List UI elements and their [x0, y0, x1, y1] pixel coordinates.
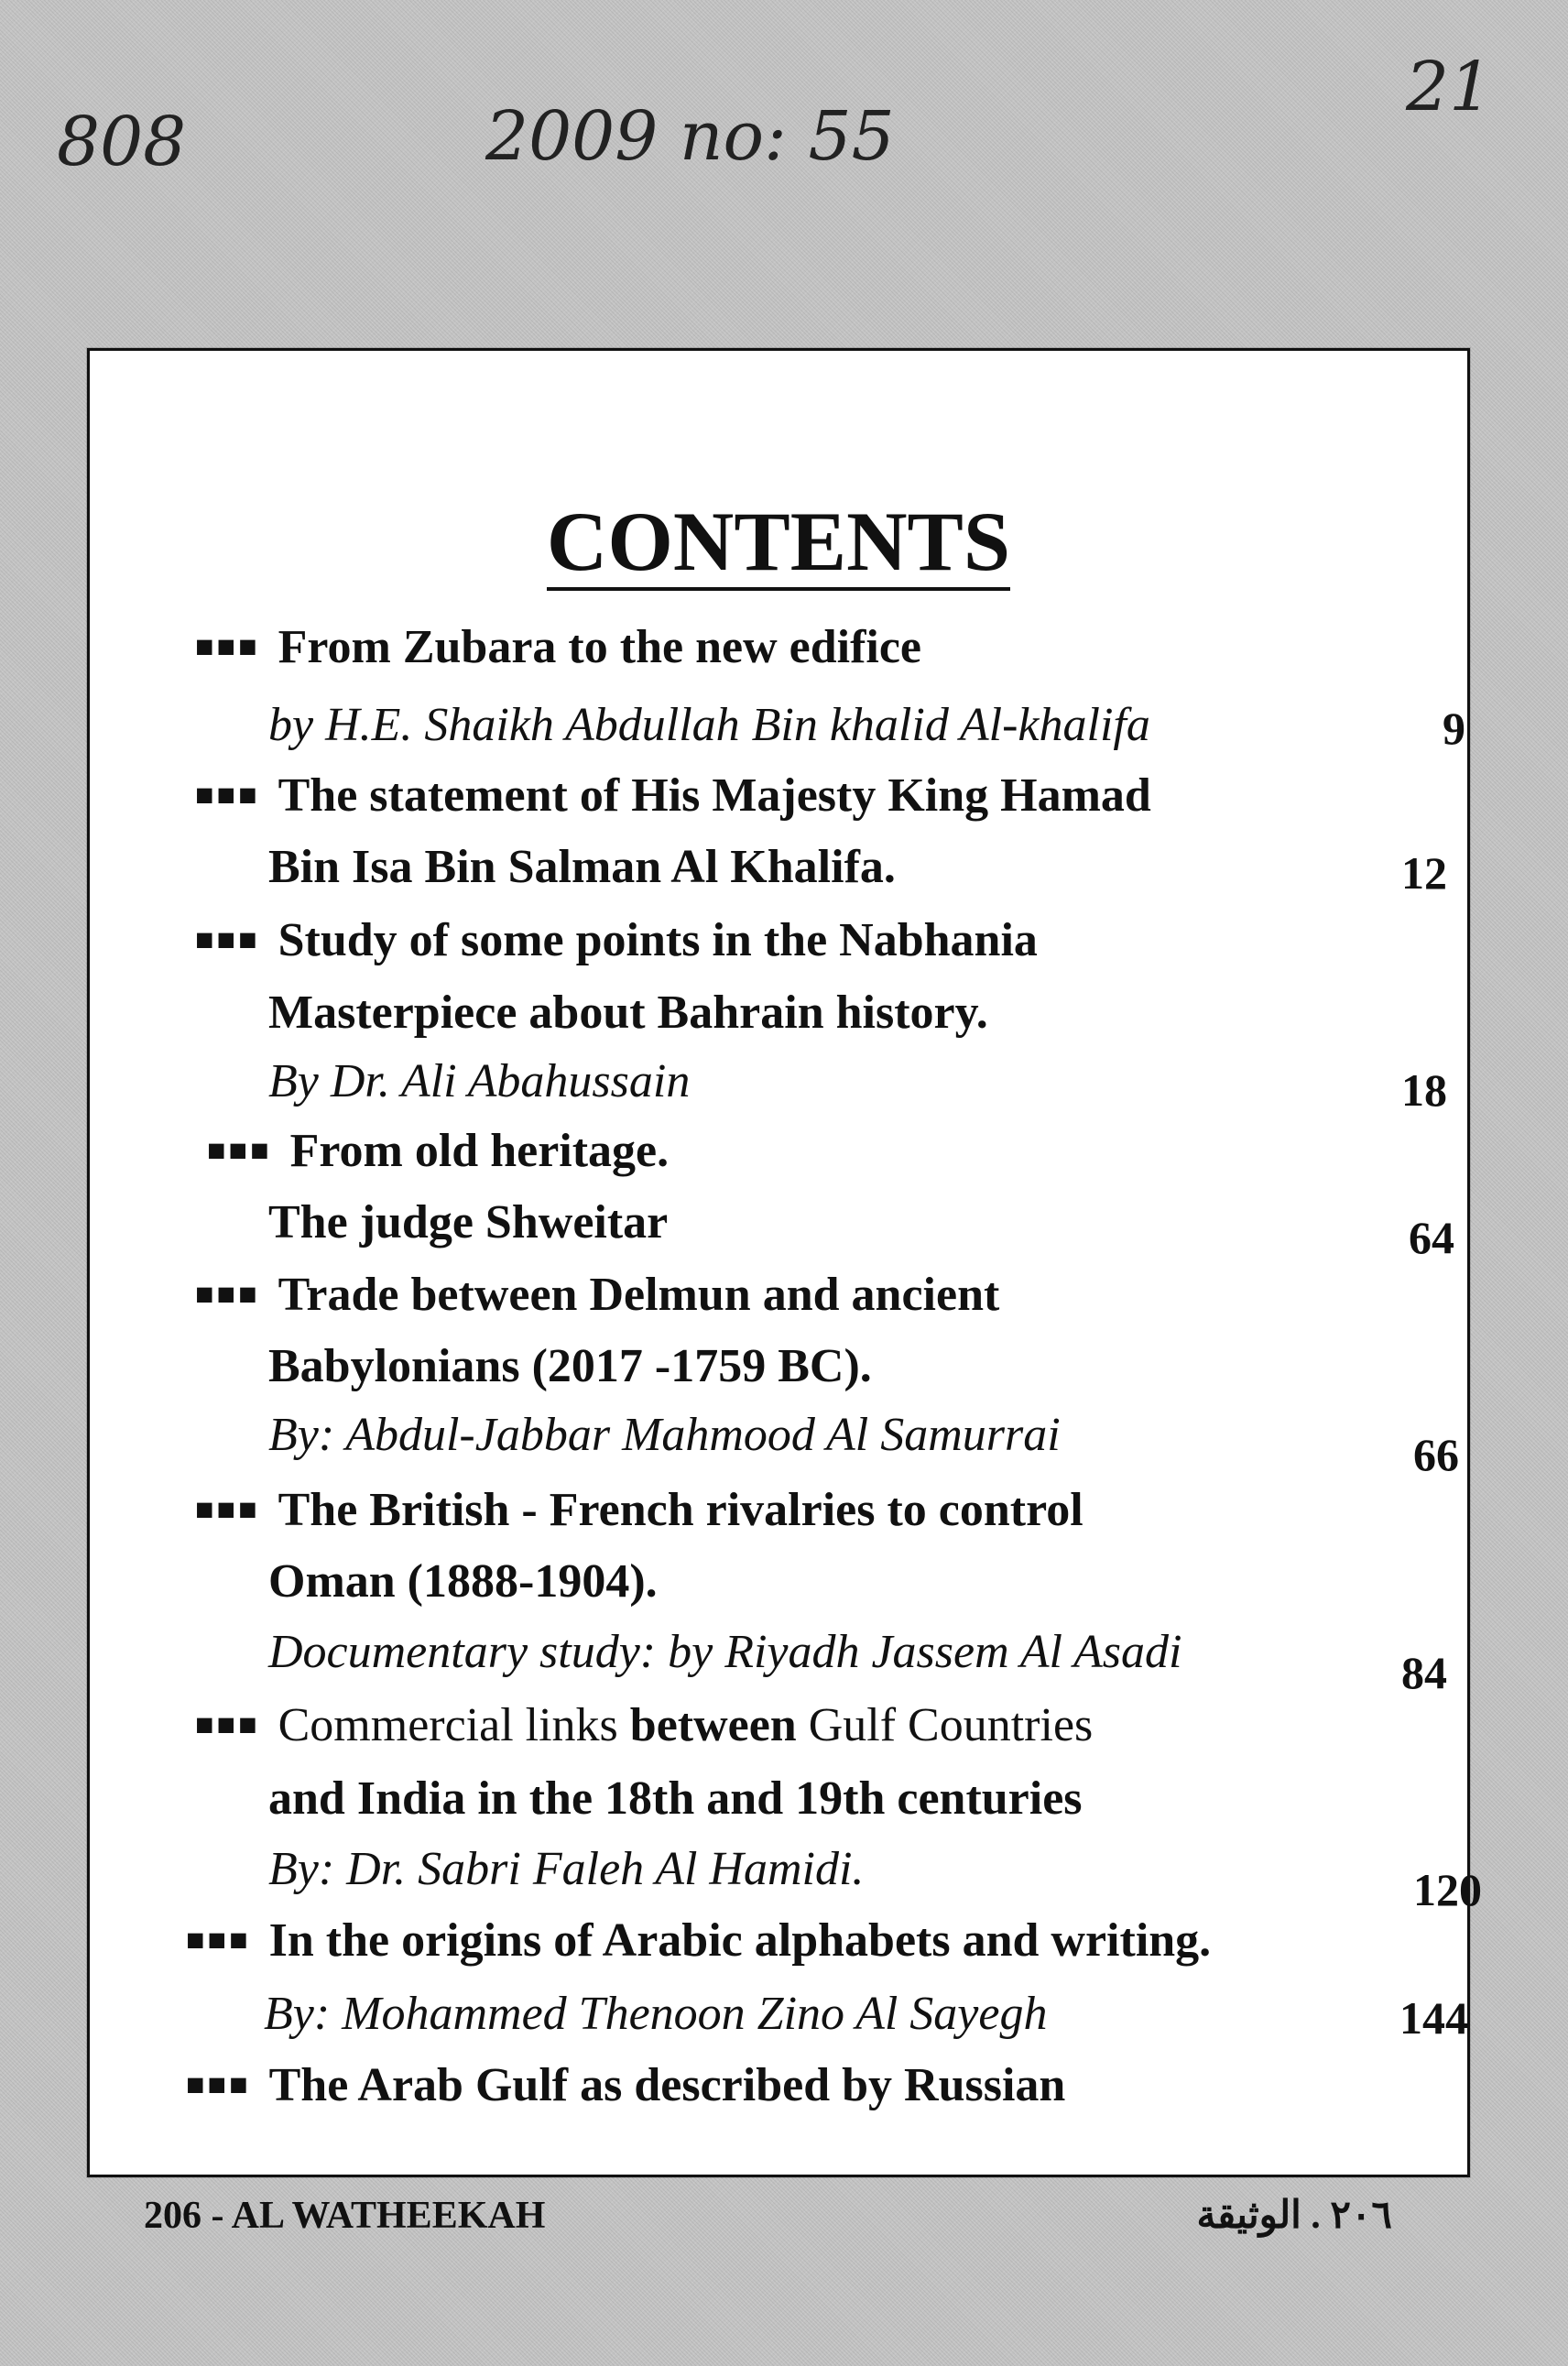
toc-entry-4-title-line2: The judge Shweitar [268, 1196, 669, 1248]
handwritten-note-right: 21 [1406, 48, 1493, 126]
bullet-marker: ■■■ [207, 1134, 272, 1168]
toc-entry-2-title-line2: Bin Isa Bin Salman Al Khalifa. [268, 841, 896, 893]
bullet-marker: ■■■ [195, 1708, 260, 1742]
toc-entry-3-byline: By Dr. Ali Abahussain [268, 1055, 691, 1107]
toc-entry-5-byline: By: Abdul-Jabbar Mahmood Al Samurrai [268, 1409, 1061, 1461]
toc-entry-5-page: 66 [1413, 1429, 1459, 1480]
toc-entry-1-byline: by H.E. Shaikh Abdullah Bin khalid Al-khalifa [268, 699, 1150, 751]
toc-entry-1-title[interactable]: ■■■ From Zubara to the new edifice [195, 621, 921, 673]
footer-arabic-label: ٢٠٦ . الوثيقة [1196, 2195, 1392, 2237]
toc-entry-6-byline: Documentary study: by Riyadh Jassem Al Asadi [268, 1626, 1182, 1678]
footer-page-label: 206 - AL WATHEEKAH [144, 2195, 546, 2237]
toc-entry-7-byline: By: Dr. Sabri Faleh Al Hamidi. [268, 1843, 865, 1895]
toc-entry-6-title[interactable]: ■■■ The British - French rivalries to control [195, 1484, 1083, 1536]
toc-entry-8-page: 144 [1399, 1992, 1468, 2044]
page-title: CONTENTS [90, 499, 1467, 591]
handwritten-note-middle: 2009 no: 55 [485, 97, 895, 176]
handwritten-note-left: 808 [57, 103, 187, 181]
bullet-marker: ■■■ [195, 779, 260, 812]
toc-entry-2-page: 12 [1401, 847, 1447, 899]
bullet-marker: ■■■ [195, 630, 260, 664]
toc-entry-3-title-line2: Masterpiece about Bahrain history. [268, 987, 988, 1039]
toc-entry-4-title[interactable]: ■■■ From old heritage. [207, 1125, 670, 1177]
toc-entry-7-page: 120 [1413, 1864, 1482, 1915]
toc-entry-8-byline: By: Mohammed Thenoon Zino Al Sayegh [264, 1988, 1048, 2040]
toc-entry-2-title[interactable]: ■■■ The statement of His Majesty King Hamad [195, 769, 1151, 822]
bullet-marker: ■■■ [195, 1493, 260, 1527]
bullet-marker: ■■■ [186, 1924, 251, 1957]
toc-entry-5-title-line2: Babylonians (2017 -1759 BC). [268, 1340, 872, 1392]
toc-entry-7-title-line2: and India in the 18th and 19th centuries [268, 1772, 1083, 1825]
toc-entry-6-title-line2: Oman (1888-1904). [268, 1555, 658, 1608]
toc-entry-6-page: 84 [1401, 1647, 1447, 1698]
bullet-marker: ■■■ [186, 2068, 251, 2102]
toc-entry-9-title[interactable]: ■■■ The Arab Gulf as described by Russian [186, 2059, 1066, 2111]
bullet-marker: ■■■ [195, 923, 260, 957]
toc-entry-5-title[interactable]: ■■■ Trade between Delmun and ancient [195, 1269, 1000, 1321]
toc-entry-1-page: 9 [1443, 703, 1465, 754]
toc-entry-7-title[interactable]: ■■■ Commercial links between Gulf Countries [195, 1699, 1094, 1751]
toc-entry-3-title[interactable]: ■■■ Study of some points in the Nabhania [195, 914, 1038, 966]
toc-entry-3-page: 18 [1401, 1064, 1447, 1116]
toc-entry-4-page: 64 [1409, 1212, 1454, 1263]
toc-entry-8-title[interactable]: ■■■ In the origins of Arabic alphabets and writing. [186, 1914, 1212, 1967]
contents-panel [87, 348, 1482, 2177]
bullet-marker: ■■■ [195, 1278, 260, 1312]
